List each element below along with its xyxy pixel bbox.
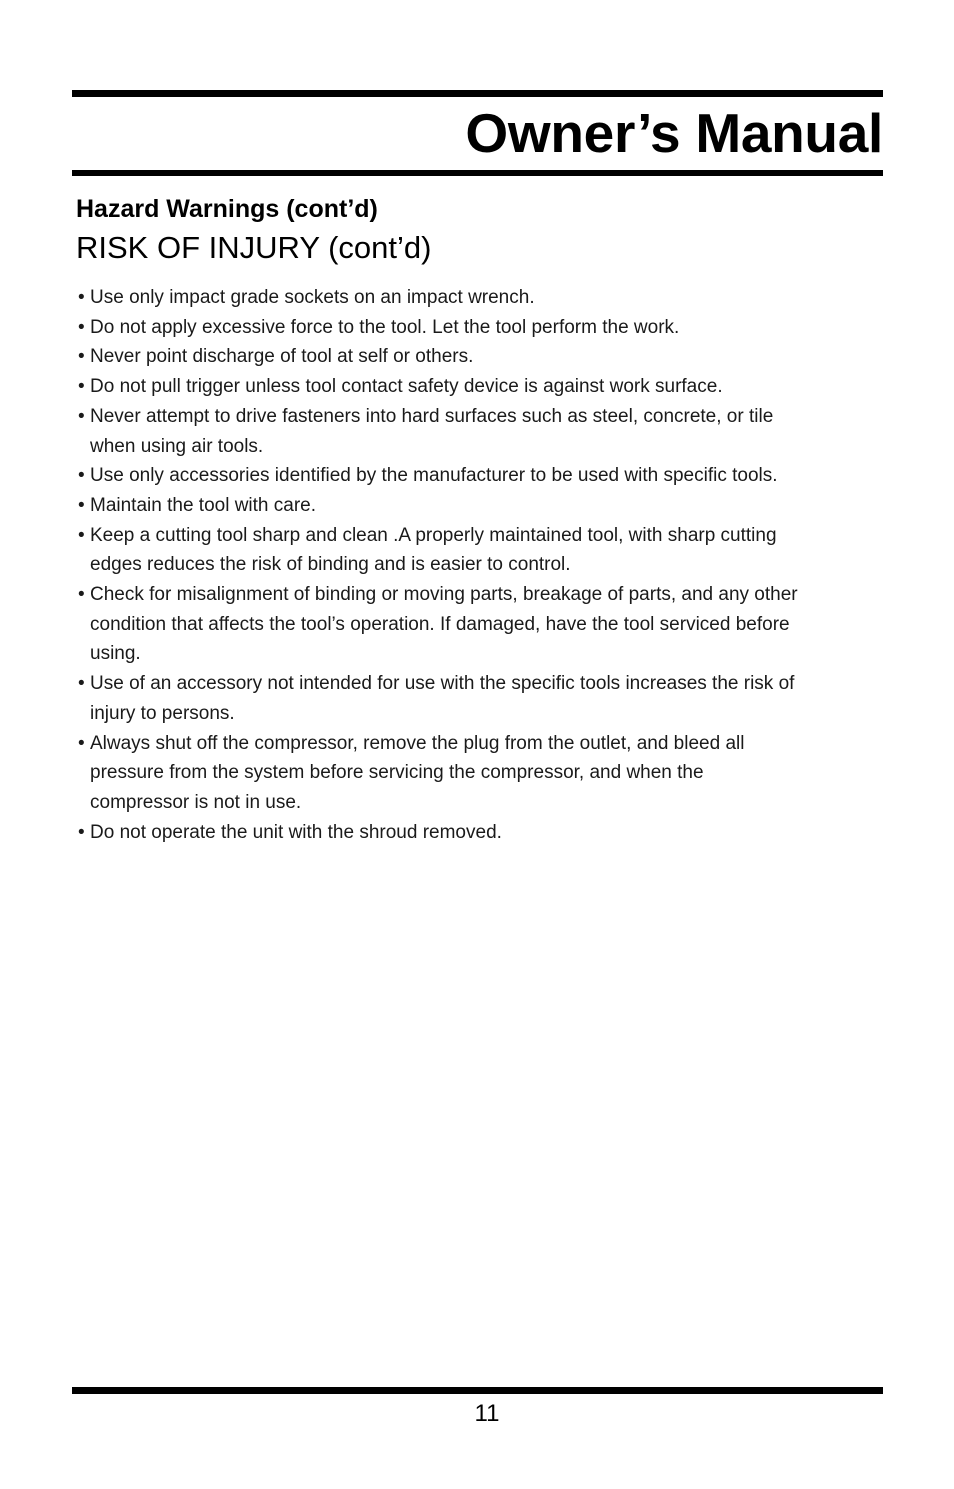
page-number: 11 [474,1400,500,1427]
hazard-list-item-line: when using air tools. [90,435,264,457]
hazard-list-item-line: Always shut off the compressor, remove the plug from the outlet, and bleed all [90,732,745,754]
hazard-list-item-line: compressor is not in use. [90,791,302,813]
section-heading: Hazard Warnings (cont’d) [76,195,378,223]
hazard-list-item [78,521,893,580]
hazard-list-item-line: Do not apply excessive force to the tool. Let the tool perform the work. [90,316,680,338]
document-title: Owner’s Manual [465,102,883,164]
header-bottom-rule [72,170,883,176]
hazard-list-item-line: Never attempt to drive fasteners into hard surfaces such as steel, concrete, or tile [90,405,774,427]
hazard-list-item-line: Keep a cutting tool sharp and clean .A properly maintained tool, with sharp cutting [90,524,777,546]
hazard-list-item [78,461,893,491]
hazard-list-item-line: pressure from the system before servicing the compressor, and when the [90,762,704,784]
hazard-list-item [78,342,893,372]
hazard-list-item-line: condition that affects the tool’s operation. If damaged, have the tool serviced before [90,613,790,635]
hazard-list-item-line: Use of an accessory not intended for use with the specific tools increases the risk of [90,673,795,695]
hazard-list-item-line: Do not pull trigger unless tool contact safety device is against work surface. [90,376,723,398]
hazard-list-item-line: Check for misalignment of binding or moving parts, breakage of parts, and any other [90,584,798,606]
hazard-list-item-line: injury to persons. [90,702,235,724]
hazard-list-item [78,313,893,343]
section-subheading: RISK OF INJURY (cont’d) [76,230,432,265]
hazard-list-item-line: Maintain the tool with care. [90,494,317,516]
footer-rule [72,1387,883,1394]
hazard-list-item-line: edges reduces the risk of binding and is easier to control. [90,554,571,576]
hazard-list-item [78,729,893,818]
hazard-list-item [78,818,893,848]
hazard-list-item [78,580,893,669]
hazard-warning-list [78,283,893,847]
hazard-list-item-line: Do not operate the unit with the shroud removed. [90,821,502,843]
hazard-list-item-line: Never point discharge of tool at self or others. [90,346,474,368]
hazard-list-item [78,491,893,521]
hazard-list-item [78,283,893,313]
hazard-list-item-line: Use only accessories identified by the manufacturer to be used with specific tools. [90,465,778,487]
hazard-list-item [78,669,893,728]
hazard-list-item-line: Use only impact grade sockets on an impact wrench. [90,287,535,308]
hazard-list-item-line: using. [90,643,141,665]
hazard-list-item [78,402,893,461]
hazard-list-item [78,372,893,402]
